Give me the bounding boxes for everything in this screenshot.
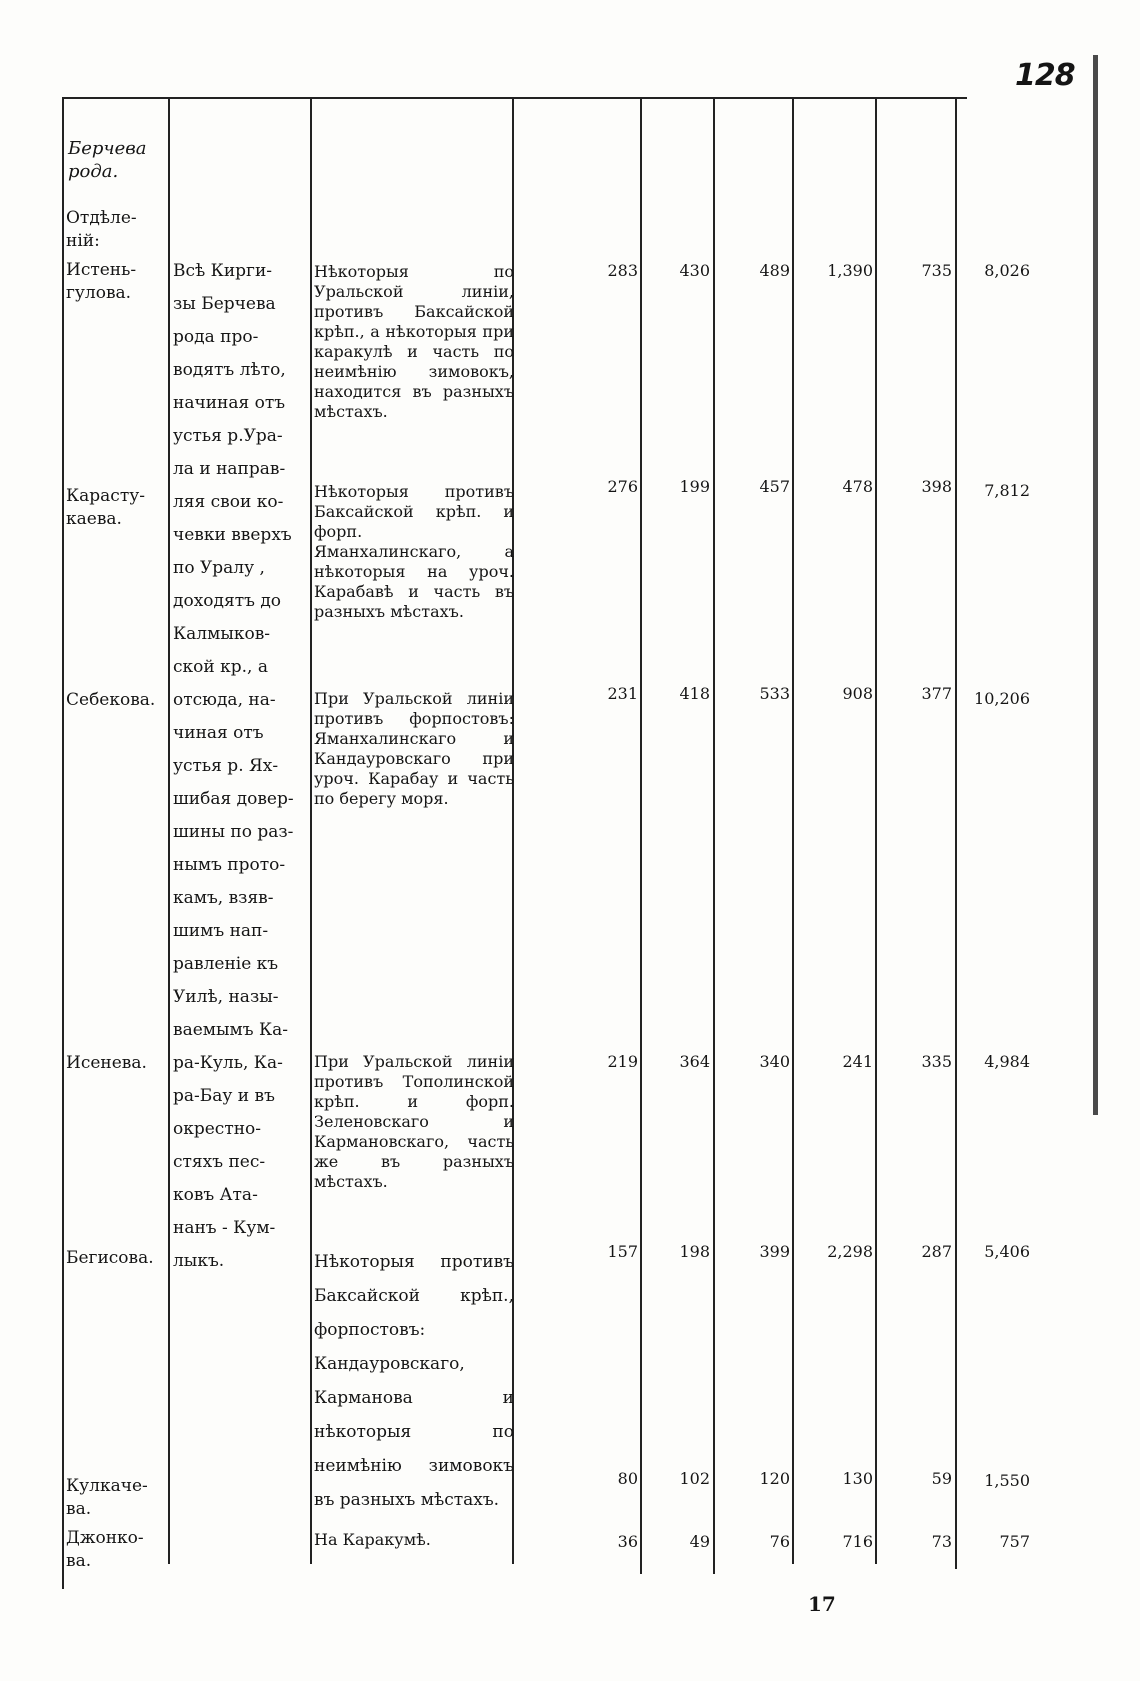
value-cell: 335: [921, 1052, 952, 1071]
table-top-rule: [62, 97, 967, 99]
narrative-line: Уилѣ, назы-: [173, 987, 279, 1007]
value-cell: 231: [607, 684, 638, 703]
location-text: Нѣкоторыя противъ Баксайской крѣп. и форп. Яманхалинскаго, а нѣкоторыя на уроч. Карабавѣ и часть въ разныхъ мѣстахъ.: [314, 482, 514, 621]
branch-name: Кулкаче-ва.: [66, 1476, 148, 1519]
value-cell: 130: [842, 1469, 873, 1488]
value-cell: 478: [842, 477, 873, 496]
narrative-line: ра-Бау и въ: [173, 1086, 275, 1106]
value-cell: 1,550: [984, 1471, 1030, 1490]
page-edge-shadow: [1093, 55, 1098, 1115]
value-cell: 276: [607, 477, 638, 496]
value-cell: 735: [921, 261, 952, 280]
narrative-line: ской кр., а: [173, 657, 268, 677]
archive-page-mark: 128: [1015, 58, 1075, 93]
column-rule: [955, 99, 957, 1569]
narrative-column: [173, 255, 309, 1278]
narrative-line: шимъ нап-: [173, 921, 269, 941]
narrative-line: ра-Куль, Ка-: [173, 1053, 283, 1073]
tribe-label: Берчева рода.: [68, 138, 147, 182]
narrative-line: устья р.Ура-: [173, 426, 283, 446]
value-cell: 1,390: [827, 261, 873, 280]
narrative-line: нанъ - Кум-: [173, 1218, 276, 1238]
value-cell: 120: [759, 1469, 790, 1488]
value-cell: 908: [842, 684, 873, 703]
location-text: Нѣкоторыя противъ Баксайской крѣп., форпостовъ: Кандауровскаго, Карманова и нѣкоторыя по неимѣнію зимовокъ въ разныхъ мѣстахъ.: [314, 1252, 514, 1510]
value-cell: 8,026: [984, 261, 1030, 280]
value-cell: 4,984: [984, 1052, 1030, 1071]
branch-name: Истень-гулова.: [66, 260, 137, 303]
value-cell: 377: [921, 684, 952, 703]
page-number: 17: [808, 1592, 836, 1616]
narrative-line: водятъ лѣто,: [173, 360, 286, 380]
narrative-line: ла и направ-: [173, 459, 286, 479]
narrative-line: шибая довер-: [173, 789, 294, 809]
value-cell: 241: [842, 1052, 873, 1071]
value-cell: 7,812: [984, 481, 1030, 500]
narrative-line: чиная отъ: [173, 723, 264, 743]
narrative-line: устья р. Ях-: [173, 756, 279, 776]
narrative-line: ляя свои ко-: [173, 492, 284, 512]
narrative-line: ковъ Ата-: [173, 1185, 258, 1205]
branch-name: Джонко-ва.: [66, 1528, 144, 1571]
value-cell: 533: [759, 684, 790, 703]
value-cell: 102: [679, 1469, 710, 1488]
value-cell: 418: [679, 684, 710, 703]
value-cell: 399: [759, 1242, 790, 1261]
column-rule: [875, 99, 877, 1564]
location-text: Нѣкоторыя по Уральской линіи, противъ Баксайской крѣп., а нѣкоторыя при каракулѣ и часть по неимѣнію зимовокъ, находится въ разныхъ мѣстахъ.: [314, 262, 514, 421]
column-rule: [62, 99, 64, 1589]
value-cell: 757: [999, 1532, 1030, 1551]
branch-name: Исенева.: [66, 1053, 147, 1073]
narrative-line: чевки вверхъ: [173, 525, 292, 545]
value-cell: 457: [759, 477, 790, 496]
value-cell: 73: [931, 1532, 952, 1551]
value-cell: 49: [689, 1532, 710, 1551]
location-text: При Уральской линіи противъ форпостовъ: Яманхалинскаго и Кандауровскаго при уроч. Карабау и часть по берегу моря.: [314, 689, 514, 808]
location-text: На Каракумѣ.: [314, 1530, 431, 1549]
narrative-line: Всѣ Кирги-: [173, 261, 273, 281]
narrative-line: камъ, взяв-: [173, 888, 274, 908]
value-cell: 59: [931, 1469, 952, 1488]
narrative-line: Калмыков-: [173, 624, 271, 644]
value-cell: 2,298: [827, 1242, 873, 1261]
value-cell: 364: [679, 1052, 710, 1071]
branch-name: Себекова.: [66, 690, 156, 710]
narrative-line: начиная отъ: [173, 393, 286, 413]
value-cell: 10,206: [974, 689, 1030, 708]
narrative-line: нымъ прото-: [173, 855, 286, 875]
narrative-line: по Уралу ,: [173, 558, 265, 578]
value-cell: 430: [679, 261, 710, 280]
narrative-line: доходятъ до: [173, 591, 282, 611]
value-cell: 398: [921, 477, 952, 496]
column-rule: [310, 99, 312, 1564]
value-cell: 80: [617, 1469, 638, 1488]
census-table: [62, 97, 1030, 1592]
value-cell: 5,406: [984, 1242, 1030, 1261]
narrative-line: зы Берчева: [173, 294, 276, 314]
value-cell: 199: [679, 477, 710, 496]
column-rule: [168, 99, 170, 1564]
branch-name: Бегисова.: [66, 1248, 154, 1268]
branches-label: Отдѣле-ній:: [66, 208, 137, 251]
branch-name: Карасту-каева.: [66, 486, 145, 529]
narrative-line: лыкъ.: [173, 1251, 225, 1271]
value-cell: 157: [607, 1242, 638, 1261]
column-rule: [713, 99, 715, 1574]
value-cell: 76: [769, 1532, 790, 1551]
value-cell: 489: [759, 261, 790, 280]
narrative-line: отсюда, на-: [173, 690, 276, 710]
value-cell: 716: [842, 1532, 873, 1551]
narrative-line: рода про-: [173, 327, 259, 347]
value-cell: 198: [679, 1242, 710, 1261]
value-cell: 340: [759, 1052, 790, 1071]
narrative-line: стяхъ пес-: [173, 1152, 266, 1172]
value-cell: 219: [607, 1052, 638, 1071]
narrative-line: ваемымъ Ка-: [173, 1020, 288, 1040]
value-cell: 283: [607, 261, 638, 280]
location-text: При Уральской линіи противъ Тополинской крѣп. и форп. Зеленовскаго и Кармановскаго, часть же въ разныхъ мѣстахъ.: [314, 1052, 514, 1191]
value-cell: 287: [921, 1242, 952, 1261]
narrative-line: шины по раз-: [173, 822, 294, 842]
value-cell: 36: [617, 1532, 638, 1551]
narrative-line: равленіе къ: [173, 954, 279, 974]
narrative-line: окрестно-: [173, 1119, 262, 1139]
column-rule: [640, 99, 642, 1574]
column-rule: [792, 99, 794, 1564]
